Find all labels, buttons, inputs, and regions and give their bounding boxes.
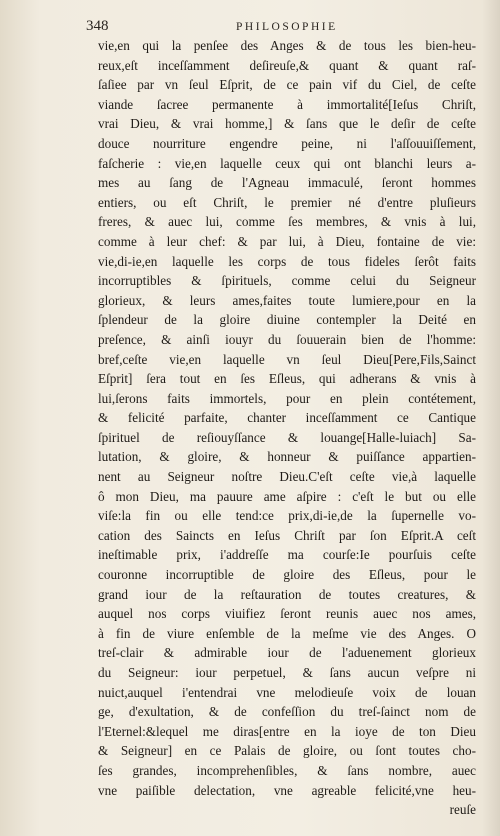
running-title: PHILOSOPHIE (236, 21, 338, 33)
text-line: Eſprit] ſera tout en ſes Eſleus, qui adherans & vnis à (98, 371, 476, 387)
text-line: lutation, & gloire, & honneur & puiſſance appartien- (98, 449, 476, 465)
text-line: ſes grandes, incomprehenſibles, & ſans nombre, auec (98, 762, 476, 778)
text-line: vne paiſible delectation, vne agreable felicité,vne heu- (98, 782, 476, 798)
page-edge-shadow (482, 0, 500, 836)
text-line: viande ſacree permanente à immortalité[Ieſus Chriſt, (98, 96, 476, 112)
text-line: ge, d'exultation, & de confeſſion du treſ-ſainct nom de (98, 704, 476, 720)
text-line: ô mon Dieu, ma pauure ame aſpire : c'eſt le but ou elle (98, 488, 476, 504)
text-line: ſplendeur de la gloire diuine contempler la Deité en (98, 312, 476, 328)
text-line: vie,di-ie,en laquelle les corps de tous fideles ſerôt faits (98, 253, 476, 269)
text-line: comme à leur chef: & par lui, à Dieu, fontaine de vie: (98, 233, 476, 249)
text-line: nuict,auquel i'entendrai vne melodieuſe voix de louan (98, 684, 476, 700)
text-line: entiers, ou eſt Chriſt, le premier né d'entre pluſieurs (98, 194, 476, 210)
text-line: glorieux, & leurs ames,faites toute lumiere,pour en la (98, 292, 476, 308)
text-line: preſence, & ainſi iouyr du ſouuerain bien de l'homme: (98, 331, 476, 347)
text-line: ſpirituel de reſiouyſſance & louange[Halle-luiach] Sa- (98, 429, 476, 445)
text-line: & felicité parfaite, chanter inceſſamment ce Cantique (98, 410, 476, 426)
text-line: cation des Saincts en Ieſus Chriſt par ſon Eſprit.A ceſt (98, 527, 476, 543)
text-line: couronne incorruptible de gloire des Eſleus, pour le (98, 567, 476, 583)
text-line: du Seigneur: iour perpetuel, & ſans aucun veſpre ni (98, 665, 476, 680)
text-line: incorruptibles & ſpirituels, comme celui du Seigneur (98, 273, 476, 289)
text-line: vie,en qui la penſee des Anges & de tous les bien-heu- (98, 38, 476, 53)
text-line: ſaſiee par vn ſeul Eſprit, de ce pain vif du Ciel, de ceſte (98, 77, 476, 93)
text-line: mes au ſang de l'Agneau immaculé, ſeront hommes (98, 175, 476, 191)
text-line: grand iour de la reſtauration de toutes creatures, & (98, 586, 476, 602)
text-line: vrai Dieu, & vrai homme,] & ſans que le deſir de ceſte (98, 116, 476, 132)
page-number: 348 (86, 18, 109, 34)
text-line: bref,ceſte vie,en laquelle vn ſeul Dieu[Pere,Fils,Sainct (98, 351, 476, 367)
text-line: viſe:la fin ou elle tend:ce prix,di-ie,de la ſupernelle vo- (98, 508, 476, 524)
text-line: faſcherie : vie,en laquelle ceux qui ont blanchi leurs a- (98, 155, 476, 171)
text-line: l'Eternel:&lequel me diras[entre en la ioye de ton Dieu (98, 723, 476, 739)
text-line: nent au Seigneur noſtre Dieu.C'eſt ceſte vie,à laquelle (98, 469, 476, 485)
text-line: treſ-clair & admirable iour de l'aduenement glorieux (98, 645, 476, 661)
body-text (98, 36, 476, 820)
text-line: lui,ſerons faits immortels, pour en plein contétement, (98, 390, 476, 406)
text-line: reux,eſt inceſſamment deſireuſe,& quant & quant raſ- (98, 57, 476, 73)
text-line: auquel nos corps viuifiez ſeront reunis auec nos ames, (98, 606, 476, 622)
text-line: à fin de viure enſemble de la meſme vie des Anges. O (98, 625, 476, 641)
text-line: ineſtimable prix, i'addreſſe ma courſe:Ie pourſuis ceſte (98, 547, 476, 563)
text-line: douce nourriture engendre peine, ni l'aſſouuiſſement, (98, 135, 476, 151)
text-line: & Seigneur] en ce Palais de gloire, ou ſont toutes cho- (98, 743, 476, 759)
text-line: freres, & auec lui, comme ſes membres, & vnis à lui, (98, 214, 476, 230)
text-line: reuſe (449, 802, 476, 818)
